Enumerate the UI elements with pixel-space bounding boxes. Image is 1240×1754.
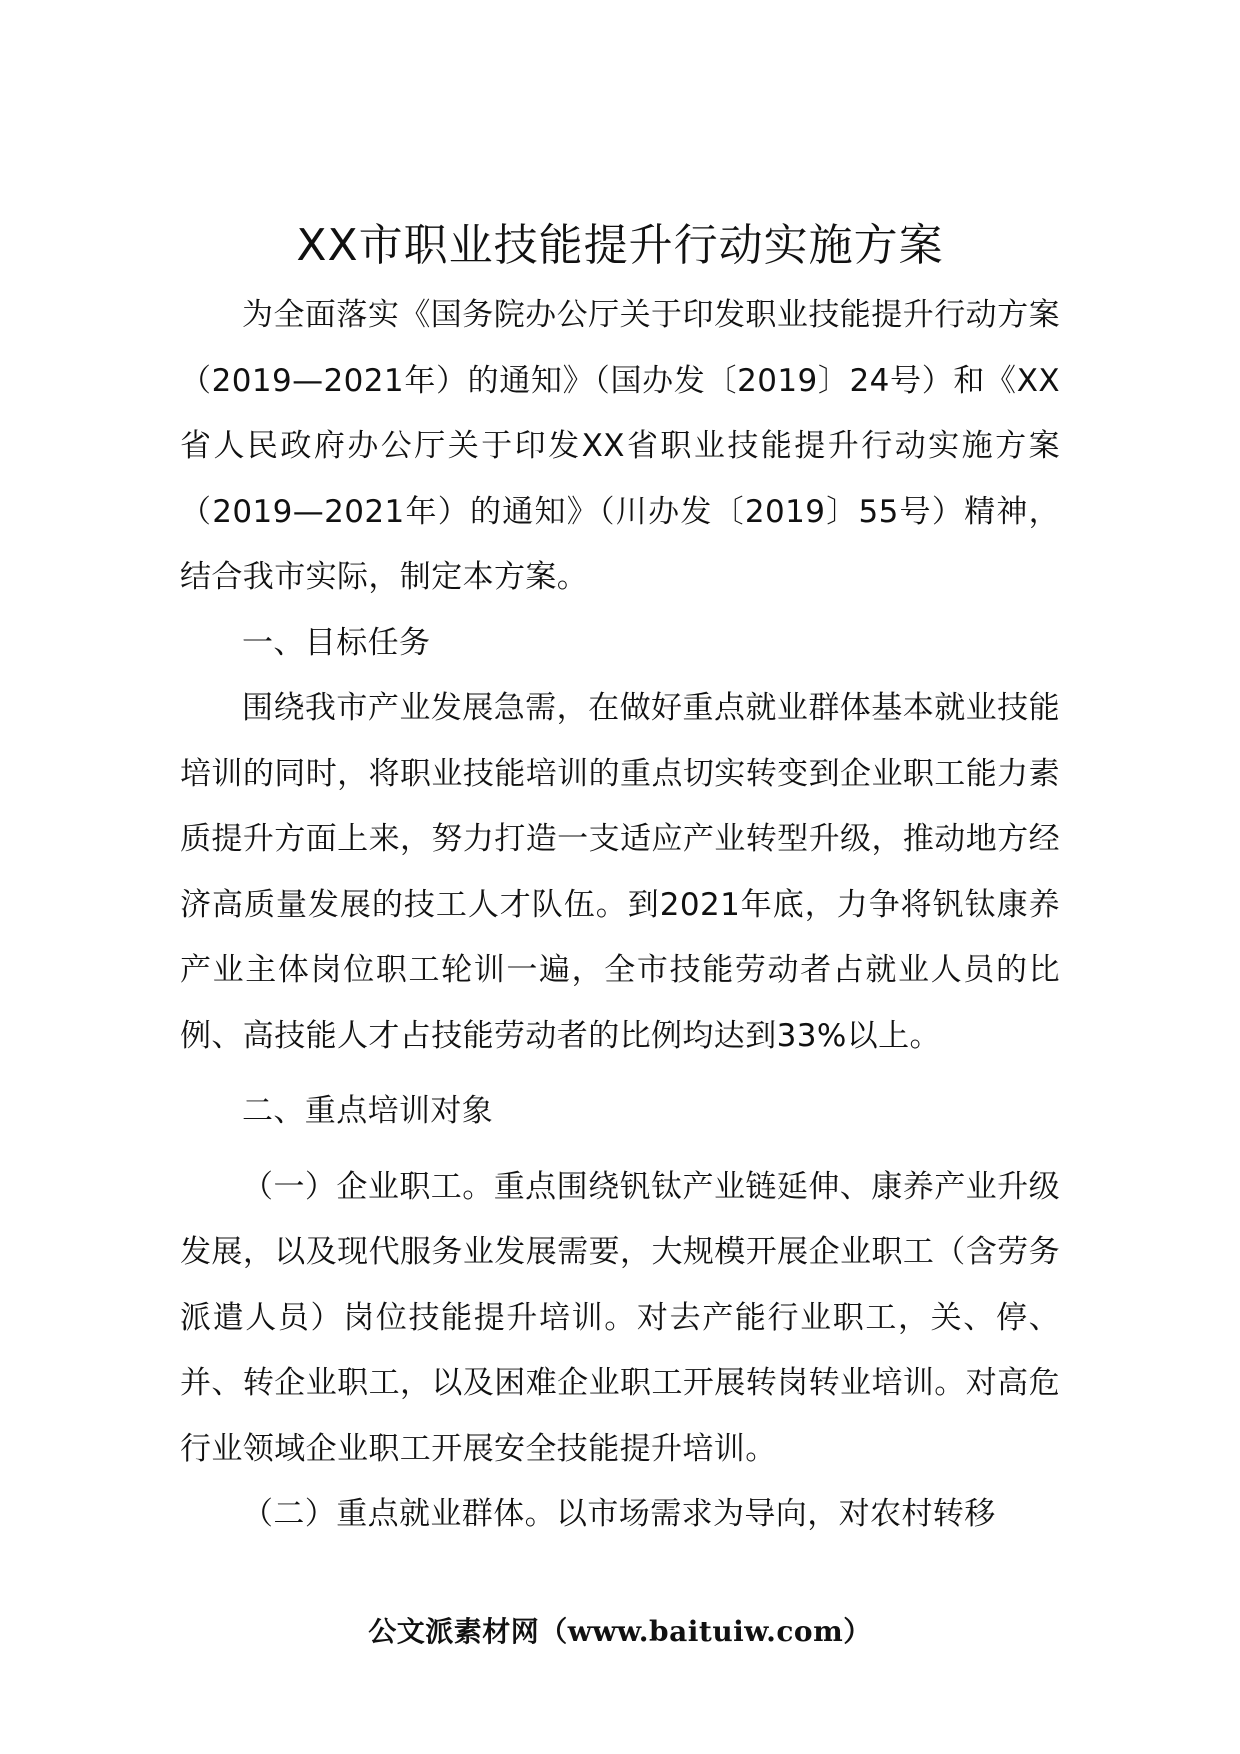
source-footer: 公文派素材网（www.baituiw.com） xyxy=(368,1615,872,1648)
paragraph-gap xyxy=(180,1145,1060,1155)
intro-paragraph: 为全面落实《国务院办公厅关于印发职业技能提升行动方案（2019—2021年）的通知》（国办发〔2019〕24号）和《XX省人民政府办公厅关于印发XX省职业技能提升行动实施方案（2019—2021年）的通知》（川办发〔2019〕55号）精神，结合我市实际，制定本方案。 xyxy=(180,297,1060,595)
training-target-item-2: （二）重点就业群体。以市场需求为导向，对农村转移 xyxy=(242,1496,996,1532)
section-heading-goals: 一、目标任务 xyxy=(242,624,431,661)
paragraph-gap xyxy=(180,1069,1060,1079)
section-heading-training-targets: 二、重点培训对象 xyxy=(242,1093,494,1129)
section-goals-paragraph: 围绕我市产业发展急需，在做好重点就业群体基本就业技能培训的同时，将职业技能培训的重点切实转变到企业职工能力素质提升方面上来，努力打造一支适应产业转型升级，推动地方经济高质量发展的技工人才队伍。到2021年底，力争将钒钛康养产业主体岗位职工轮训一遍，全市技能劳动者占就业人员的比例、高技能人才占技能劳动者的比例均达到33%以上。 xyxy=(180,690,1060,1054)
document-title: XX市职业技能提升行动实施方案 xyxy=(296,220,944,271)
training-target-item-1: （一）企业职工。重点围绕钒钛产业链延伸、康养产业升级发展，以及现代服务业发展需要，大规模开展企业职工（含劳务派遣人员）岗位技能提升培训。对去产能行业职工，关、停、并、转企业职工，以及困难企业职工开展转岗转业培训。对高危行业领域企业职工开展安全技能提升培训。 xyxy=(180,1168,1060,1467)
document-body xyxy=(180,283,1060,1548)
